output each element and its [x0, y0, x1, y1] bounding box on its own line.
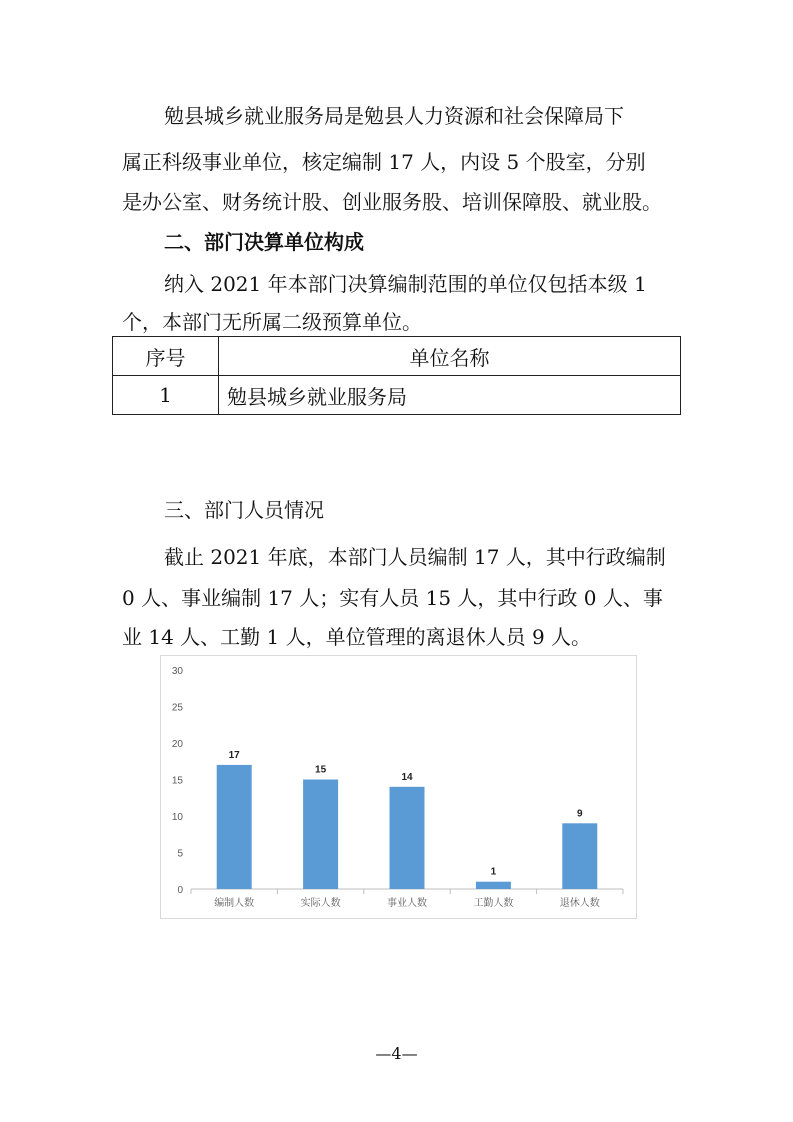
y-tick-label: 5 — [177, 848, 183, 860]
unit-table — [112, 336, 681, 415]
data-label: 1 — [490, 866, 497, 878]
x-tick-label: 工勤人数 — [473, 898, 514, 909]
section3-line: 业 14 人、工勤 1 人，单位管理的离退休人员 9 人。 — [122, 625, 592, 649]
bar — [562, 823, 597, 889]
data-label: 9 — [577, 808, 583, 820]
table-header-row — [113, 337, 681, 376]
section2-line: 个，本部门无所属二级预算单位。 — [122, 310, 422, 334]
bar — [303, 780, 338, 890]
x-tick-label: 实际人数 — [300, 898, 341, 909]
x-tick-label: 退休人数 — [559, 898, 600, 909]
x-tick-label: 事业人数 — [387, 898, 427, 909]
intro-line: 是办公室、财务统计股、创业服务股、培训保障股、就业股。 — [122, 190, 662, 214]
table-cell-index: 1 — [113, 376, 219, 415]
intro-line: 勉县城乡就业服务局是勉县人力资源和社会保障局下 — [164, 104, 624, 128]
section3-line: 0 人、事业编制 17 人；实有人员 15 人，其中行政 0 人、事 — [122, 586, 663, 610]
section3-line: 截止 2021 年底，本部门人员编制 17 人，其中行政编制 — [164, 545, 666, 569]
data-label: 14 — [401, 771, 413, 783]
table-header-unit-name: 单位名称 — [219, 337, 681, 376]
y-tick-label: 20 — [171, 739, 183, 750]
y-tick-label: 10 — [171, 812, 183, 823]
bar — [476, 882, 511, 889]
x-tick-label: 编制人数 — [214, 898, 255, 909]
section2-line: 纳入 2021 年本部门决算编制范围的单位仅包括本级 1 — [164, 272, 647, 296]
personnel-bar-chart — [160, 655, 637, 919]
page-number: —4— — [375, 1044, 418, 1063]
table-cell-unit-name: 勉县城乡就业服务局 — [219, 376, 681, 415]
bar — [390, 787, 425, 889]
section-heading-unit-composition: 二、部门决算单位构成 — [164, 230, 364, 254]
section-heading-personnel: 三、部门人员情况 — [164, 498, 324, 522]
table-header-index: 序号 — [113, 337, 219, 376]
y-tick-label: 15 — [171, 775, 183, 787]
data-label: 15 — [315, 764, 327, 776]
table-row — [113, 376, 681, 415]
bar — [217, 765, 252, 889]
y-tick-label: 25 — [171, 702, 183, 714]
y-tick-label: 30 — [171, 666, 183, 677]
data-label: 17 — [228, 749, 240, 761]
y-tick-label: 0 — [177, 885, 183, 896]
intro-line: 属正科级事业单位，核定编制 17 人，内设 5 个股室，分别 — [122, 150, 646, 174]
chart-svg — [161, 656, 636, 918]
